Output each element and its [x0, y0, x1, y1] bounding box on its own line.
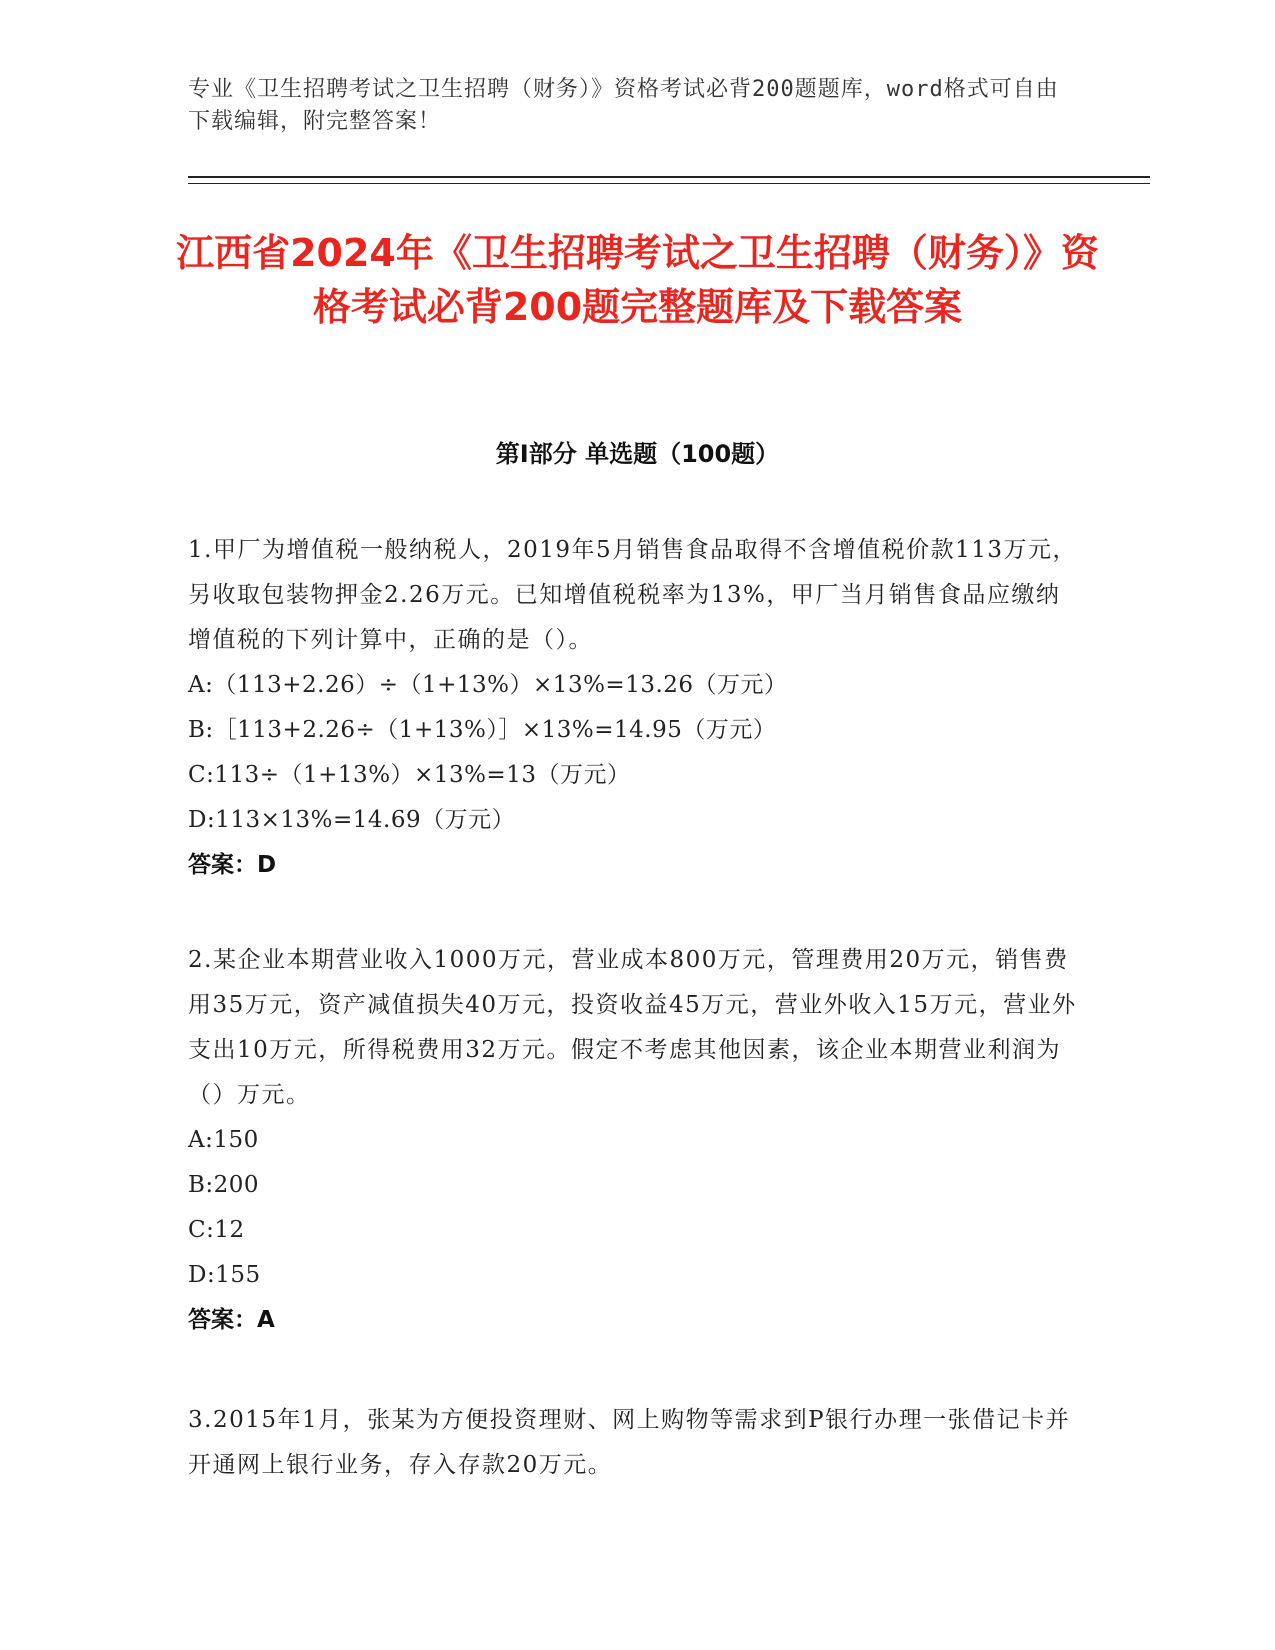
question-1: [188, 528, 1078, 888]
header-rule-thin: [188, 183, 1150, 184]
option-c: C:12: [188, 1217, 245, 1243]
document-title: 江西省2024年《卫生招聘考试之卫生招聘（财务）》资格考试必背200题完整题库及下载答案: [176, 231, 1099, 329]
question-stem: 2.某企业本期营业收入1000万元，营业成本800万元，管理费用20万元，销售费用35万元，资产减值损失40万元，投资收益45万元，营业外收入15万元，营业外支出10万元，所得税费用32万元。假定不考虑其他因素，该企业本期营业利润为（）万元。: [188, 947, 1077, 1108]
option-a: A:（113+2.26）÷（1+13%）×13%=13.26（万元）: [188, 672, 788, 698]
question-stem: 3.2015年1月，张某为方便投资理财、网上购物等需求到P银行办理一张借记卡并开通网上银行业务，存入存款20万元。: [188, 1407, 1071, 1478]
option-d: D:113×13%=14.69（万元）: [188, 807, 516, 833]
question-3: [188, 1398, 1078, 1488]
answer-line: 答案：D: [188, 852, 277, 878]
section-heading: 第I部分 单选题（100题）: [495, 440, 780, 468]
header-note: 专业《卫生招聘考试之卫生招聘（财务）》资格考试必背200题题库，word格式可自由下载编辑，附完整答案！: [188, 77, 1059, 134]
question-stem: 1.甲厂为增值税一般纳税人，2019年5月销售食品取得不含增值税价款113万元，另收取包装物押金2.26万元。已知增值税税率为13%，甲厂当月销售食品应缴纳增值税的下列计算中，正确的是（）。: [188, 537, 1078, 653]
option-d: D:155: [188, 1262, 261, 1288]
option-c: C:113÷（1+13%）×13%=13（万元）: [188, 762, 631, 788]
header-rule-thick: [188, 176, 1150, 178]
answer-line: 答案：A: [188, 1307, 275, 1333]
option-b: B:［113+2.26÷（1+13%）］×13%=14.95（万元）: [188, 717, 777, 743]
option-a: A:150: [188, 1127, 259, 1153]
question-2: [188, 938, 1078, 1343]
option-b: B:200: [188, 1172, 260, 1198]
